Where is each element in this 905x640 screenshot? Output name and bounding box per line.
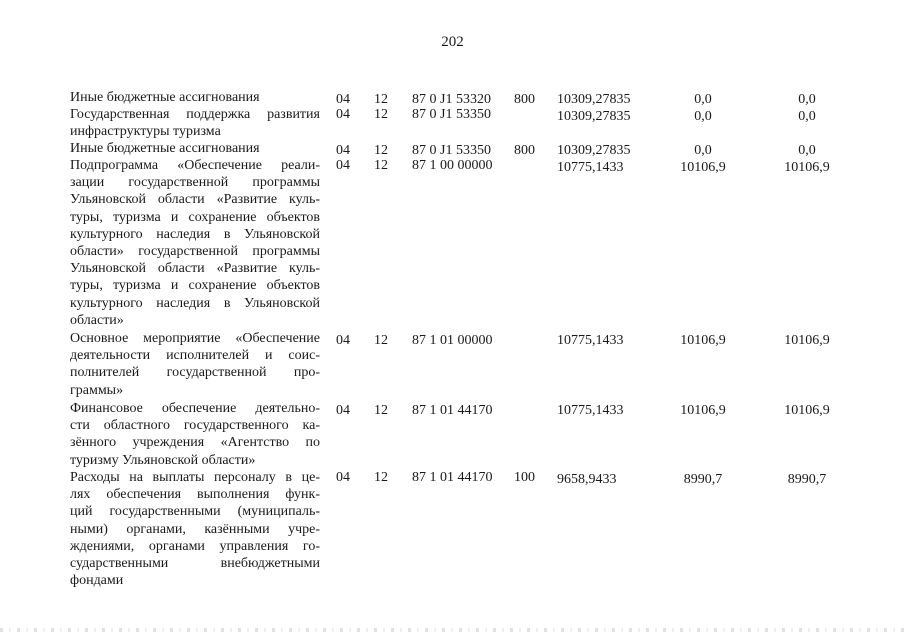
sum-year-1: 10775,1433 — [557, 333, 624, 348]
row-name-line: деятельности исполнителей и соис- — [70, 348, 320, 364]
section-code: 04 — [336, 403, 350, 418]
sum-year-2: 10106,9 — [680, 160, 726, 175]
sum-year-1: 10309,27835 — [557, 92, 631, 107]
sum-year-2: 0,0 — [694, 92, 712, 107]
row-name-line: Иные бюджетные ассигнования — [70, 90, 260, 105]
row-name-line: фондами — [70, 573, 124, 589]
section-code: 04 — [336, 158, 350, 173]
row-name-line: культурного наследия в Ульяновской — [70, 295, 320, 311]
sum-year-2: 0,0 — [694, 109, 712, 124]
page-number: 202 — [441, 34, 464, 50]
row-name-line: Расходы на выплаты персоналу в це- — [70, 470, 320, 485]
scan-artifact — [0, 628, 905, 632]
target-code: 87 0 J1 53350 — [412, 107, 491, 122]
target-code: 87 1 01 44170 — [412, 470, 493, 485]
row-name-line: Иные бюджетные ассигнования — [70, 141, 260, 156]
sum-year-3: 10106,9 — [784, 403, 830, 418]
row-name-line: Подпрограмма «Обеспечение реали- — [70, 158, 320, 173]
target-code: 87 1 01 44170 — [412, 403, 493, 418]
row-name-line: сти областного государственного ка- — [70, 418, 320, 434]
row-name — [70, 330, 320, 399]
sum-year-2: 8990,7 — [683, 472, 723, 487]
row-name — [70, 157, 320, 329]
sum-year-1: 10775,1433 — [557, 160, 624, 175]
row-name-line: Финансовое обеспечение деятельно- — [70, 401, 320, 416]
sum-year-2: 0,0 — [694, 143, 712, 158]
sum-year-3: 0,0 — [798, 143, 816, 158]
row-name-line: инфраструктуры туризма — [70, 124, 221, 140]
sum-year-2: 10106,9 — [680, 333, 726, 348]
row-name-line: ций государственными (муниципаль- — [70, 504, 320, 520]
row-name-line: граммы» — [70, 382, 124, 398]
row-name-line: полнителей государственной про- — [70, 365, 320, 381]
target-code: 87 1 01 00000 — [412, 333, 493, 348]
section-code: 04 — [336, 470, 350, 485]
subsection-code: 12 — [374, 470, 388, 485]
section-code: 04 — [336, 333, 350, 348]
subsection-code: 12 — [374, 92, 388, 107]
row-name-line: Ульяновской области «Развитие куль- — [70, 192, 320, 208]
sum-year-3: 0,0 — [798, 92, 816, 107]
row-name-line: культурного наследия в Ульяновской — [70, 226, 320, 242]
target-code: 87 0 J1 53320 — [412, 92, 491, 107]
row-name — [70, 400, 320, 469]
row-name-line: зации государственной программы — [70, 175, 320, 191]
subsection-code: 12 — [374, 333, 388, 348]
sum-year-1: 10775,1433 — [557, 403, 624, 418]
target-code: 87 0 J1 53350 — [412, 143, 491, 158]
row-name-line: туры, туризма и сохранение объектов — [70, 209, 320, 225]
sum-year-3: 10106,9 — [784, 333, 830, 348]
sum-year-3: 0,0 — [798, 109, 816, 124]
row-name-line: области» государственной программы — [70, 244, 320, 260]
expense-type-code: 800 — [514, 143, 535, 158]
row-name-line: Государственная поддержка развития — [70, 107, 320, 122]
expense-type-code: 800 — [514, 92, 535, 107]
row-name — [70, 89, 320, 106]
sum-year-3: 8990,7 — [787, 472, 827, 487]
row-name-line: зённого учреждения «Агентство по — [70, 435, 320, 451]
sum-year-3: 10106,9 — [784, 160, 830, 175]
section-code: 04 — [336, 92, 350, 107]
row-name-line: ными) органами, казёнными учре- — [70, 521, 320, 537]
row-name-line: ждениями, органами управления го- — [70, 538, 320, 554]
row-name-line: туры, туризма и сохранение объектов — [70, 278, 320, 294]
row-name-line: сударственными внебюджетными — [70, 556, 320, 572]
sum-year-1: 9658,9433 — [557, 472, 617, 487]
subsection-code: 12 — [374, 107, 388, 122]
sum-year-1: 10309,27835 — [557, 143, 631, 158]
row-name — [70, 140, 320, 157]
target-code: 87 1 00 00000 — [412, 158, 493, 173]
row-name-line: области» — [70, 312, 124, 328]
row-name-line: Основное мероприятие «Обеспечение — [70, 331, 320, 346]
row-name-line: туризму Ульяновской области» — [70, 452, 256, 468]
subsection-code: 12 — [374, 403, 388, 418]
row-name — [70, 106, 320, 140]
subsection-code: 12 — [374, 158, 388, 173]
subsection-code: 12 — [374, 143, 388, 158]
sum-year-1: 10309,27835 — [557, 109, 631, 124]
expense-type-code: 100 — [514, 470, 535, 485]
row-name-line: Ульяновской области «Развитие куль- — [70, 261, 320, 277]
sum-year-2: 10106,9 — [680, 403, 726, 418]
row-name-line: лях обеспечения выполнения функ- — [70, 487, 320, 503]
section-code: 04 — [336, 107, 350, 122]
row-name — [70, 469, 320, 589]
section-code: 04 — [336, 143, 350, 158]
